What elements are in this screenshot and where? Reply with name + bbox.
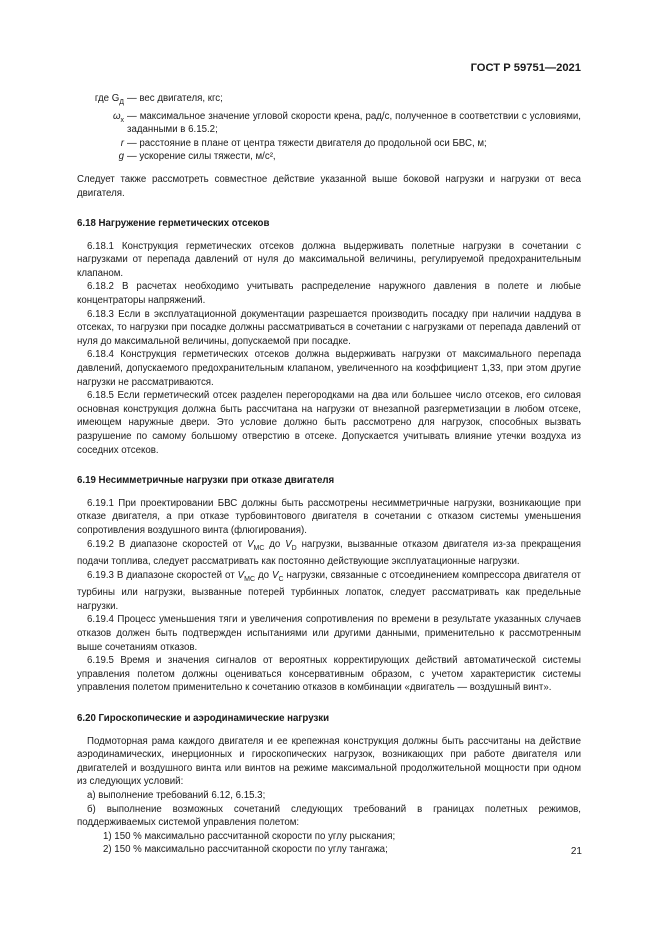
symbol: g (118, 151, 124, 163)
sub-list-item: 2) 150 % максимально рассчитанной скорости по углу тангажа; (103, 844, 388, 856)
definition-text: — ускорение силы тяжести, м/с², (127, 151, 276, 163)
page-number: 21 (570, 846, 582, 857)
paragraph: 6.18.1 Конструкция герметических отсеков должна выдерживать полетные нагрузки в сочетании с нагрузками от перепада давлений от нуля до максимальной величины, регулируемой предохранительным клапаном. (77, 240, 581, 279)
paragraph: 6.19.3 В диапазоне скоростей от $V_{MC}$ до $V_C$ нагрузки, связанные с отсоединением компрессора двигателя от турбины или нагрузки, вызванные потерей турбинных лопаток, следует рассматривать как предельные нагрузки. (77, 569, 581, 612)
page-content (77, 92, 581, 857)
paragraph: 6.18.2 В расчетах необходимо учитывать распределение наружного давления в полете и любые концентраторы напряжений. (77, 281, 581, 307)
definition-text: — максимальное значение угловой скорости крена, рад/с, полученное в соответствии с условиями, заданными в 6.15.2; (127, 110, 581, 136)
definition-item (77, 92, 581, 110)
paragraph: 6.19.1 При проектировании БВС должны быть рассмотрены несимметричные нагрузки, возникающие при отказе двигателя, а при отказе турбовинтового двигателя в сочетании с отказом системы уменьшения сопротивления воздушного винта (флюгирования). (77, 497, 581, 536)
section-heading: 6.19 Несимметричные нагрузки при отказе двигателя (77, 475, 335, 487)
paragraph: 6.19.2 В диапазоне скоростей от $V_{MC}$ до $V_D$ нагрузки, вызванные отказом двигателя из-за прекращения подачи топлива, следует рассматривать как постоянно действующие эксплуатационные нагрузки. (77, 538, 581, 568)
definition-item (77, 110, 581, 137)
paragraph: 6.18.5 Если герметический отсек разделен перегородками на два или большее число отсеков, его силовая основная конструкция должна быть рассчитана на нагрузки от внезапной разгерметизации в любом отсеке, имеющем наружные двери. Это условие должно быть рассмотрено для нагрузок, способных вызвать разрушение по самому большому отверстию в отсеке. Допускается учитывать влияние утечки воздуха из соседних отсеков. (77, 390, 581, 456)
definition-item (77, 137, 581, 151)
document-code: ГОСТ Р 59751—2021 (470, 62, 581, 74)
paragraph: Следует также рассмотреть совместное действие указанной выше боковой нагрузки и нагрузки от веса двигателя. (77, 173, 581, 199)
list-item: а) выполнение требований 6.12, 6.15.3; (87, 789, 266, 801)
paragraph: Подмоторная рама каждого двигателя и ее крепежная конструкция должны быть рассчитаны на действие аэродинамических, инерционных и гироскопических нагрузок, возникающих при работе двигателя или двигателей и воздушного винта или винтов на режиме максимальной продолжительной мощности при одном из следующих условий: (77, 735, 581, 788)
paragraph: 6.19.4 Процесс уменьшения тяги и увеличения сопротивления по времени в результате указанных случаев отказов должен быть подтвержден испытаниями или другими данными, применительно к рассмотренным выше сочетаниям отказов. (77, 614, 581, 653)
symbol: ω (112, 110, 121, 122)
paragraph: 6.18.3 Если в эксплуатационной документации разрешается производить посадку при наличии наддува в отсеках, то нагрузки при посадке должны рассматриваться в сочетании с нагрузками от перепада давлений от нуля до максимальной величины, допускаемой при посадке. (77, 308, 581, 347)
sub-list-item: 1) 150 % максимально рассчитанной скорости по углу рыскания; (103, 830, 396, 842)
definition-item (77, 150, 581, 164)
definition-text: — расстояние в плане от центра тяжести двигателя до продольной оси БВС, м; (127, 137, 487, 149)
symbol: где G (94, 93, 120, 104)
section-heading: 6.20 Гироскопические и аэродинамические нагрузки (77, 712, 330, 724)
section-heading: 6.18 Нагружение герметических отсеков (77, 218, 270, 230)
symbol-sub: x (120, 116, 124, 124)
paragraph: 6.19.5 Время и значения сигналов от вероятных корректирующих действий автоматической системы управления полетом должны оцениваться консервативным образом, с учетом характеристик системы управления полетом применительно к сочетанию отказов в комбинации «двигатель — воздушный винт». (77, 655, 581, 694)
symbol-sub: Д (119, 98, 124, 106)
symbol: r (120, 137, 124, 149)
paragraph: 6.18.4 Конструкция герметических отсеков должна выдерживать нагрузки от максимального перепада давлений, допускаемого предохранительным клапаном, увеличенного на коэффициент 1,33, при этом другие нагрузки не рассматриваются. (77, 349, 581, 388)
definition-text: — вес двигателя, кгс; (127, 93, 223, 104)
list-item: б) выполнение возможных сочетаний следующих требований в границах полетных режимов, поддерживаемых системой управления полетом: (77, 803, 581, 829)
